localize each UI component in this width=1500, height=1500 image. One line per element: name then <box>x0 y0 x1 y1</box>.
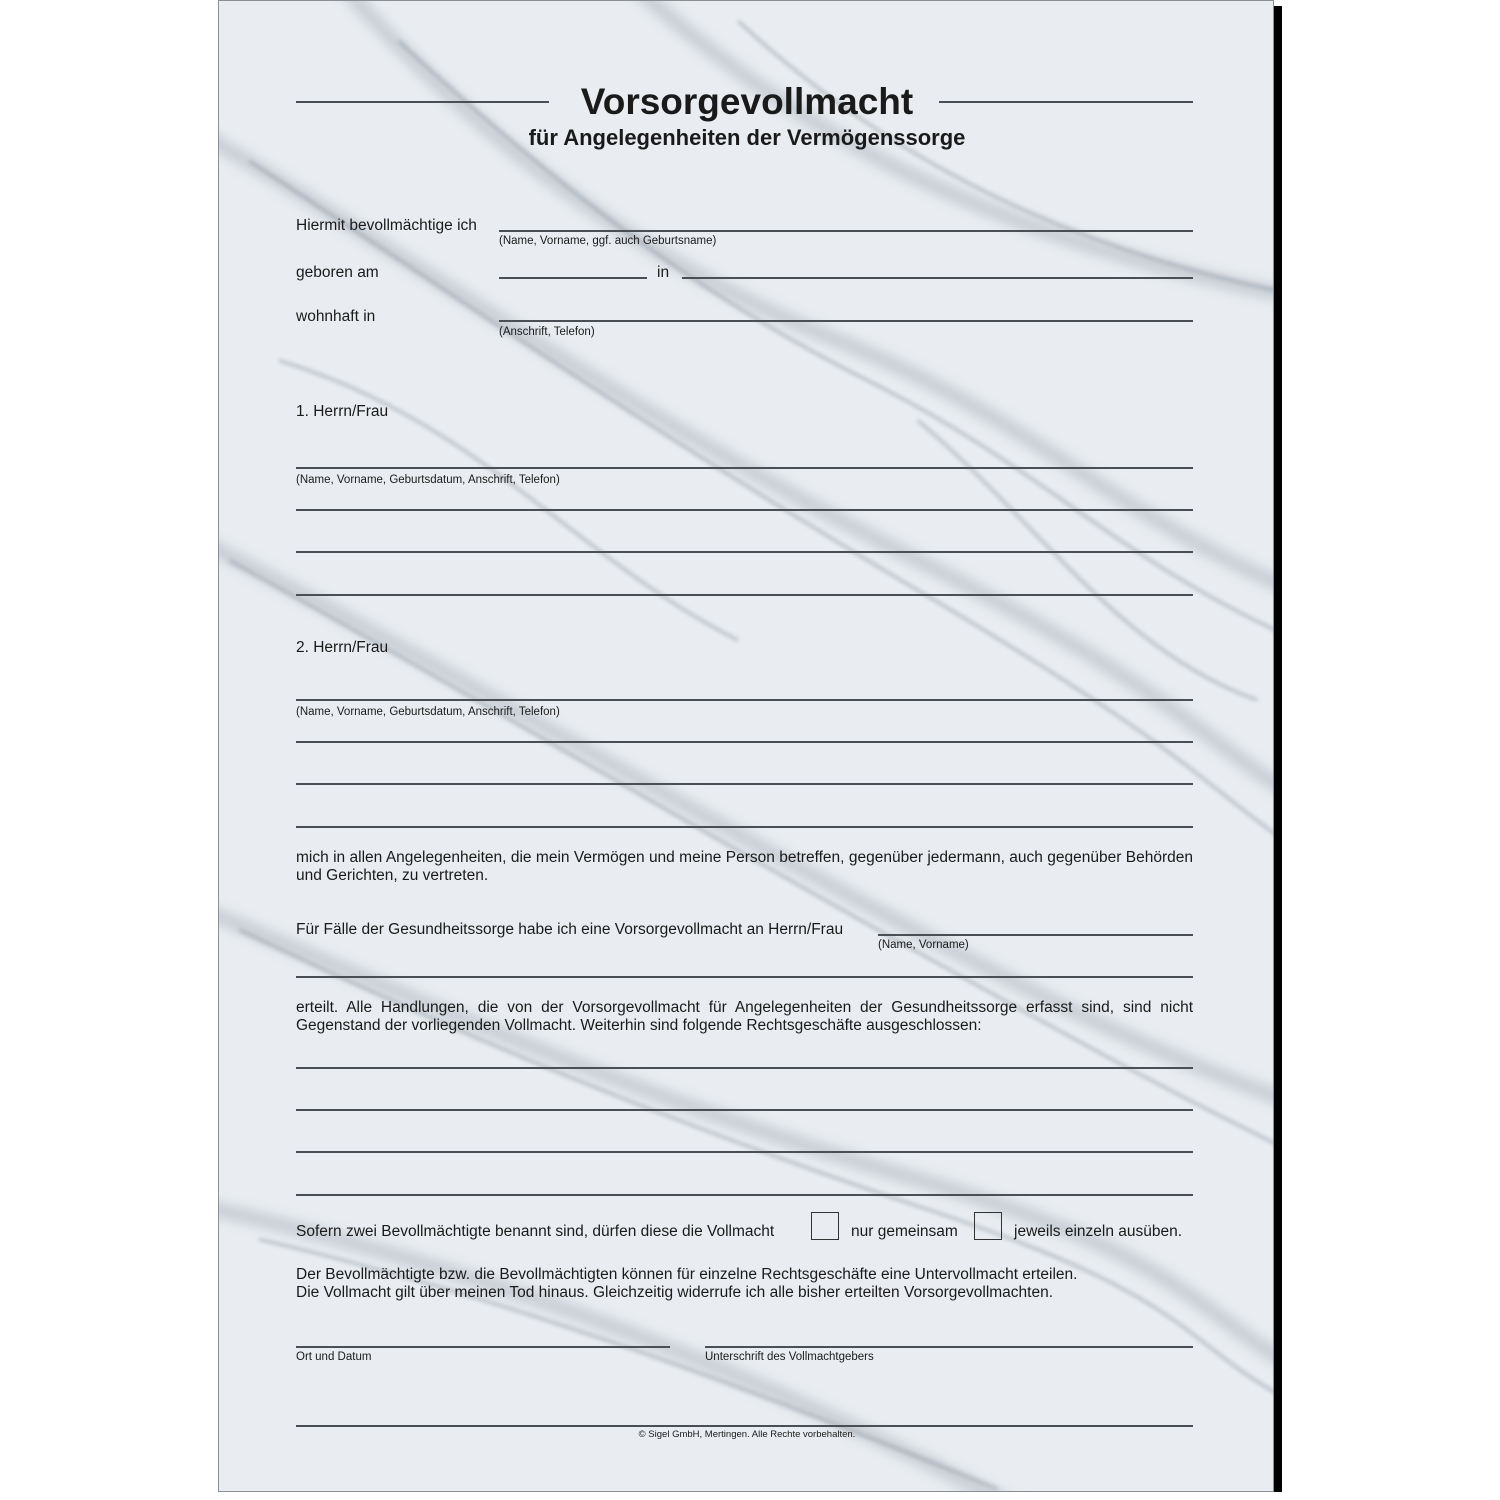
birth-place-label: in <box>657 264 670 281</box>
single-checkbox[interactable] <box>974 1212 1002 1240</box>
residence-field[interactable] <box>499 320 1193 322</box>
birth-date-field[interactable] <box>499 277 647 279</box>
principal-name-hint: (Name, Vorname, ggf. auch Geburtsname) <box>499 235 717 247</box>
form-subtitle: für Angelegenheiten der Vermögenssorge <box>528 125 966 150</box>
principal-intro-label: Hiermit bevollmächtige ich <box>296 217 477 234</box>
copyright-footer: © Sigel GmbH, Mertingen. Alle Rechte vorbehalten. <box>638 1429 856 1440</box>
agent-2-hint: (Name, Vorname, Geburtsdatum, Anschrift, Telefon) <box>296 706 560 718</box>
agent-2-field-line-3[interactable] <box>296 783 1193 785</box>
health-agent-hint: (Name, Vorname) <box>878 939 969 951</box>
footer-rule <box>296 1425 1193 1427</box>
excluded-transactions-line-4[interactable] <box>296 1194 1193 1196</box>
agent-1-field-line-2[interactable] <box>296 509 1193 511</box>
excluded-transactions-line-1[interactable] <box>296 1067 1193 1069</box>
born-label: geboren am <box>296 264 379 281</box>
place-date-field[interactable] <box>296 1346 670 1348</box>
signature-label: Unterschrift des Vollmachtgebers <box>705 1351 874 1363</box>
excluded-transactions-line-3[interactable] <box>296 1151 1193 1153</box>
joint-option-label: nur gemeinsam <box>851 1223 958 1240</box>
place-date-label: Ort und Datum <box>296 1351 372 1363</box>
agent-1-field-line-4[interactable] <box>296 594 1193 596</box>
birth-place-field[interactable] <box>682 277 1193 279</box>
agent-2-field-line-4[interactable] <box>296 826 1193 828</box>
health-agent-field-line-2[interactable] <box>296 976 1193 978</box>
sub-authority-text: Der Bevollmächtigte bzw. die Bevollmächtigten können für einzelne Rechtsgeschäfte eine Untervollmacht erteilen. <box>296 1266 1078 1283</box>
residence-hint: (Anschrift, Telefon) <box>499 326 595 338</box>
health-agent-field[interactable] <box>878 934 1193 936</box>
agent-2-field-line-1[interactable] <box>296 699 1193 701</box>
validity-text: Die Vollmacht gilt über meinen Tod hinaus. Gleichzeitig widerrufe ich alle bisher erteilten Vorsorgevollmachten. <box>296 1284 1054 1301</box>
residence-label: wohnhaft in <box>296 308 376 325</box>
joint-authority-label: Sofern zwei Bevollmächtigte benannt sind, dürfen diese die Vollmacht <box>296 1223 775 1240</box>
signature-field[interactable] <box>705 1346 1193 1348</box>
excluded-transactions-line-2[interactable] <box>296 1109 1193 1111</box>
agent-2-field-line-2[interactable] <box>296 741 1193 743</box>
agent-1-hint: (Name, Vorname, Geburtsdatum, Anschrift, Telefon) <box>296 474 560 486</box>
agent-2-label: 2. Herrn/Frau <box>296 639 389 656</box>
agent-1-label: 1. Herrn/Frau <box>296 403 389 420</box>
health-care-label: Für Fälle der Gesundheitssorge habe ich eine Vorsorgevollmacht an Herrn/Frau <box>296 921 844 938</box>
exclusion-paragraph: erteilt. Alle Handlungen, die von der Vorsorgevollmacht für Angelegenheiten der Gesundheitssorge erfasst sind, sind nicht Gegenstand der vorliegenden Vollmacht. Weiterhin sind folgende Rechtsgeschäfte ausgeschlossen: <box>296 999 1193 1034</box>
form-title: Vorsorgevollmacht <box>580 81 914 122</box>
single-option-label: jeweils einzeln ausüben. <box>1014 1223 1183 1240</box>
scope-paragraph: mich in allen Angelegenheiten, die mein Vermögen und meine Person betreffen, gegenüber jedermann, auch gegenüber Behörden und Gerichten, zu vertreten. <box>296 849 1193 884</box>
agent-1-field-line-3[interactable] <box>296 551 1193 553</box>
principal-name-field[interactable] <box>499 230 1193 232</box>
joint-checkbox[interactable] <box>811 1212 839 1240</box>
agent-1-field-line-1[interactable] <box>296 467 1193 469</box>
form-sheet <box>218 0 1274 1492</box>
